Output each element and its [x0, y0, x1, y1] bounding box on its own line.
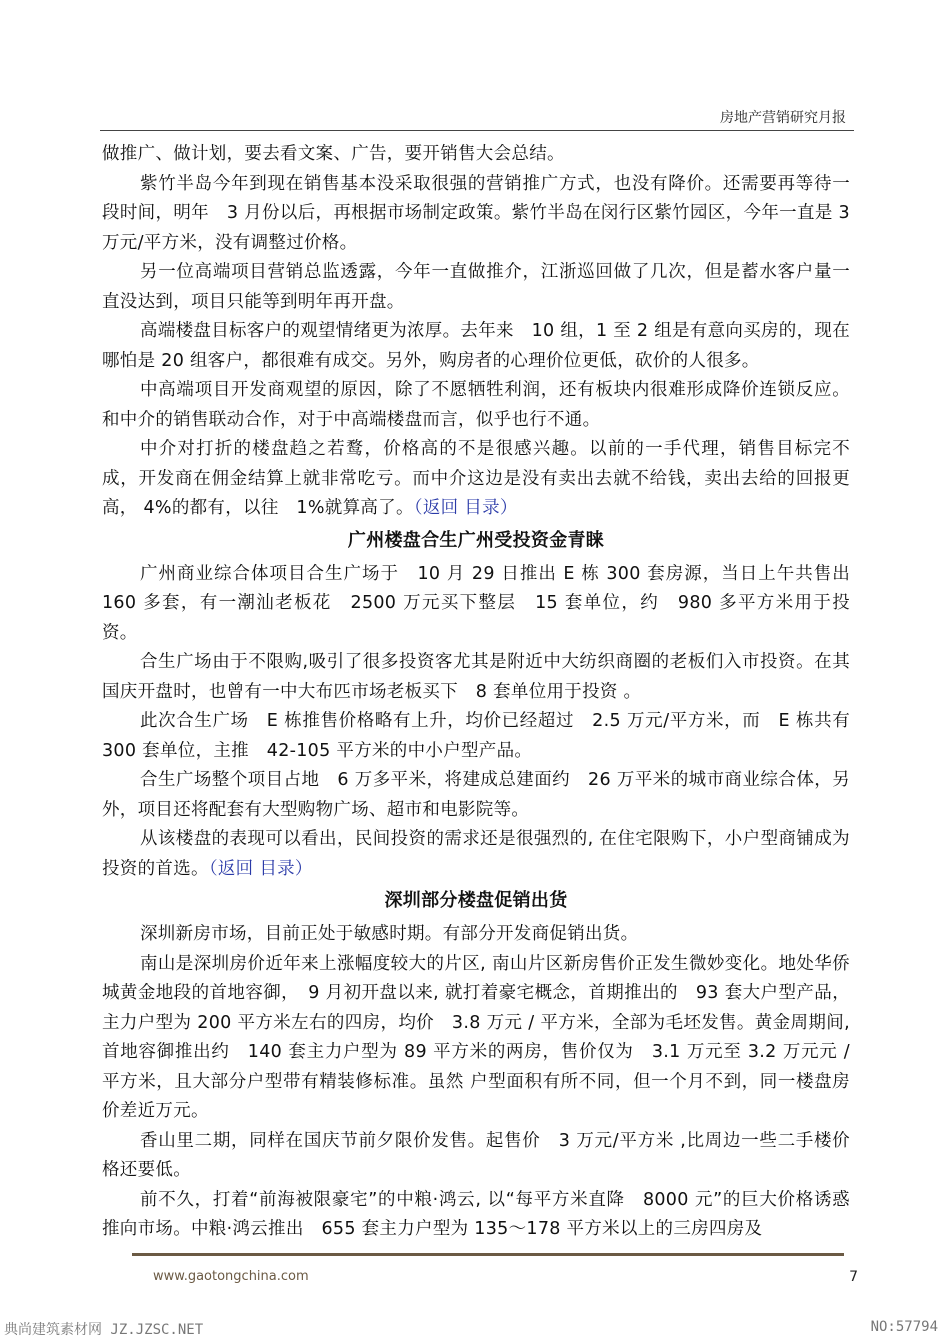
paragraph: 合生广场由于不限购,吸引了很多投资客尤其是附近中大纺织商圈的老板们入市投资。在其国庆开盘时，也曾有一中大布匹市场老板买下 8 套单位用于投资 。	[102, 652, 850, 702]
paragraph-text: 中介对打折的楼盘趋之若鹜，价格高的不是很感兴趣。以前的一手代理，销售目标完不成，开发商在佣金结算上就非常吃亏。而中介这边是没有卖出去就不给钱，卖出去给的回报更高， 4%的都有，以往 1%就算高了。	[102, 439, 850, 518]
footer-divider	[132, 1253, 844, 1256]
paragraph: 做推广、做计划，要去看文案、广告，要开销售大会总结。	[102, 144, 565, 164]
section-heading-guangzhou: 广州楼盘合生广州受投资金青睐	[347, 529, 605, 551]
paragraph: 高端楼盘目标客户的观望情绪更为浓厚。去年来 10 组，1 至 2 组是有意向买房的，现在哪怕是 20 组客户，都很难有成交。另外，购房者的心理价位更低，砍价的人很多。	[102, 321, 850, 371]
page-number: 7	[849, 1269, 858, 1285]
paragraph: 香山里二期，同样在国庆节前夕限价发售。起售价 3 万元/平方米 ,比周边一些二手楼价格还要低。	[102, 1130, 850, 1180]
watermark-id: NO:57794	[870, 1319, 938, 1335]
paragraph: 深圳新房市场，目前正处于敏感时期。有部分开发商促销出货。	[140, 924, 639, 944]
paragraph: 紫竹半岛今年到现在销售基本没采取很强的营销推广方式，也没有降价。还需要再等待一段时间，明年 3 月份以后，再根据市场制定政策。紫竹半岛在闵行区紫竹园区，今年一直是 3 万元/平方米，没有调整过价格。	[102, 173, 850, 253]
paragraph	[102, 435, 850, 524]
paragraph: 合生广场整个项目占地 6 万多平米，将建成总建面约 26 万平米的城市商业综合体，另外，项目还将配套有大型购物广场、超市和电影院等。	[102, 770, 850, 820]
back-to-toc-link[interactable]: （返回 目录）	[413, 498, 518, 518]
paragraph: 前不久，打着“前海被限豪宅”的中粮·鸿云, 以“每平方米直降 8000 元”的巨大价格诱惑推向市场。中粮·鸿云推出 655 套主力户型为 135～178 平方米以上的三房四房及	[102, 1189, 850, 1239]
paragraph: 广州商业综合体项目合生广场于 10 月 29 日推出 E 栋 300 套房源，当日上午共售出 160 多套，有一潮汕老板花 2500 万元买下整层 15 套单位，约 980 多平方米用于投资。	[102, 563, 850, 643]
section-heading-shenzhen: 深圳部分楼盘促销出货	[384, 890, 568, 911]
paragraph-text: 从该楼盘的表现可以看出，民间投资的需求还是很强烈的, 在住宅限购下，小户型商铺成为投资的首选。	[102, 829, 850, 879]
paragraph: 此次合生广场 E 栋推售价格略有上升，均价已经超过 2.5 万元/平方米，而 E 栋共有 300 套单位，主推 42-105 平方米的中小户型产品。	[102, 711, 850, 761]
paragraph: 南山是深圳房价近年来上涨幅度较大的片区, 南山片区新房售价正发生微妙变化。地处华侨城黄金地段的首地容御， 9 月初开盘以来, 就打着豪宅概念，首期推出的 93 套大户型产品，主力户型为 200 平方米左右的四房，均价 3.8 万元 / 平方米，全部为毛坯发售。黄金周期间, 首地容御推出约 140 套主力户型为 89 平方米的两房，售价仅为 3.1 万元至 3.2 万元元 / 平方米，且大部分户型带有精装修标准。虽然 户型面积有所不同，但一个月不到，同一楼盘房价差近万元。	[102, 953, 850, 1121]
paragraph	[102, 825, 850, 884]
report-title: 房地产营销研究月报	[720, 110, 846, 126]
footer-website-link[interactable]: www.gaotongchina.com	[153, 1269, 309, 1284]
header-divider	[100, 130, 854, 131]
article-body	[102, 140, 850, 1245]
watermark-source: 典尚建筑素材网 JZ.JZSC.NET	[4, 1322, 204, 1338]
back-to-toc-link[interactable]: （返回 目录）	[208, 858, 313, 879]
paragraph: 中高端项目开发商观望的原因，除了不愿牺牲利润，还有板块内很难形成降价连锁反应。和中介的销售联动合作，对于中高端楼盘而言，似乎也行不通。	[102, 380, 850, 430]
paragraph: 另一位高端项目营销总监透露，今年一直做推介，江浙巡回做了几次，但是蓄水客户量一直没达到，项目只能等到明年再开盘。	[102, 262, 850, 312]
